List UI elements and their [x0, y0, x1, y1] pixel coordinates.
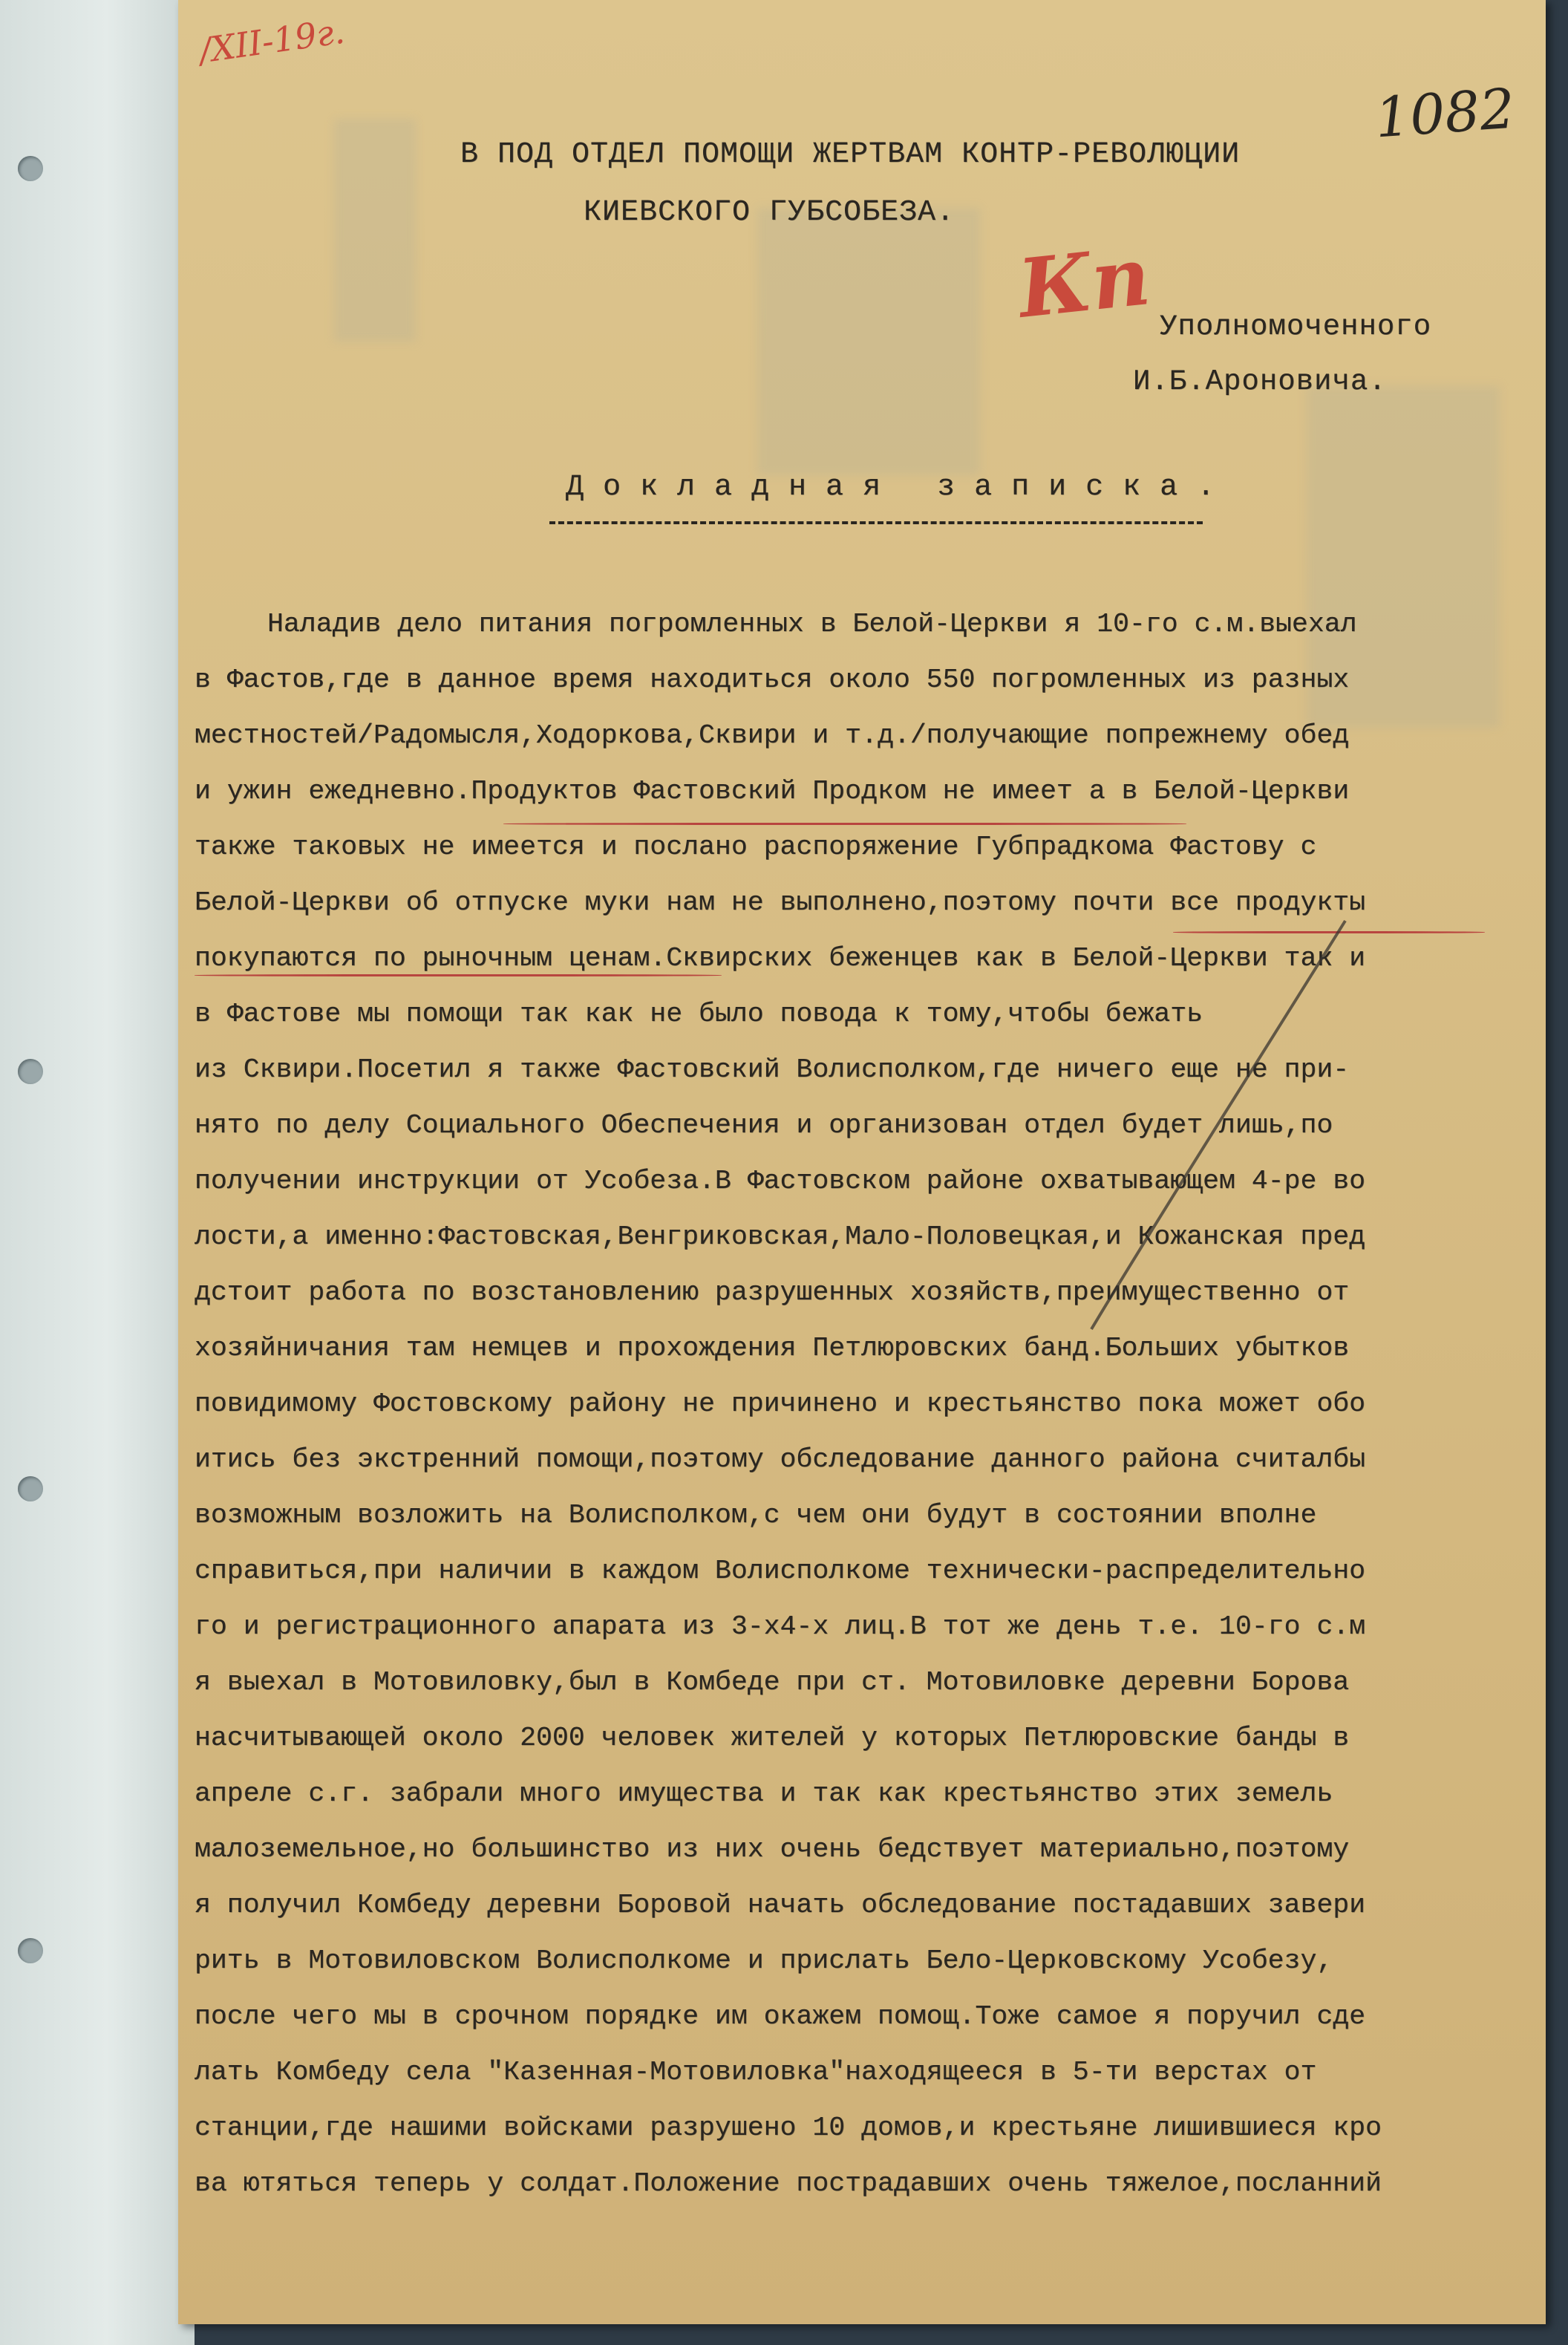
body-line: после чего мы в срочном порядке им окажем помощ.Тоже самое я поручил сде	[195, 2001, 1366, 2032]
body-line: получении инструкции от Усобеза.В Фастовском районе охватывающем 4-ре во	[195, 1166, 1366, 1196]
body-line: Белой-Церкви об отпуске муки нам не выполнено,поэтому почти все продукты	[195, 887, 1366, 918]
body-line: я выехал в Мотовиловку,был в Комбеде при ст. Мотовиловке деревни Борова	[195, 1667, 1350, 1697]
body-line: и ужин ежедневно.Продуктов Фастовский Продком не имеет а в Белой-Церкви	[195, 776, 1350, 806]
body-line: рить в Мотовиловском Волисполкоме и прислать Бело-Церковскому Усобезу,	[195, 1946, 1333, 1976]
body-line: возможным возложить на Волисполком,с чем они будут в состоянии вполне	[195, 1500, 1317, 1530]
body-line: итись без экстренний помощи,поэтому обследование данного района считалбы	[195, 1444, 1366, 1475]
body-line: ва ютяться теперь у солдат.Положение пострадавших очень тяжелое,посланний	[195, 2168, 1382, 2199]
address-line-1: В ПОД ОТДЕЛ ПОМОЩИ ЖЕРТВАМ КОНТР-РЕВОЛЮЦИИ	[460, 138, 1241, 172]
body-line: покупаются по рыночным ценам.Сквирских беженцев как в Белой-Церкви так и	[195, 943, 1366, 973]
body-line: также таковых не имеется и послано распоряжение Губпрадкома Фастову с	[195, 832, 1317, 862]
body-line: лать Комбеду села "Казенная-Мотовиловка"находящееся в 5-ти верстах от	[195, 2057, 1317, 2087]
body-line: местностей/Радомысля,Ходоркова,Сквири и т.д./получающие попрежнему обед	[195, 720, 1350, 751]
body-line: я получил Комбеду деревни Боровой начать обследование постадавших завери	[195, 1890, 1366, 1920]
body-line: Наладив дело питания погромленных в Белой-Церкви я 10-го с.м.выехал	[267, 609, 1357, 639]
body-line: дстоит работа по возстановлению разрушенных хозяйств,преимущественно от	[195, 1277, 1350, 1308]
page-number: 1082	[1373, 76, 1518, 151]
body-line: нято по делу Социального Обеспечения и организован отдел будет лишь,по	[195, 1110, 1333, 1141]
date-annotation: /XII-19г.	[197, 10, 347, 71]
body-line: справиться,при наличии в каждом Волисполкоме технически-распределительно	[195, 1556, 1366, 1586]
document-title: Д о к л а д н а я з а п и с к а .	[566, 471, 1216, 504]
address-line-2: КИЕВСКОГО ГУБСОБЕЗА.	[584, 196, 956, 229]
body-line: насчитывающей около 2000 человек жителей у которых Петлюровские банды в	[195, 1723, 1350, 1753]
sender-line-2: И.Б.Ароновича.	[1133, 365, 1387, 398]
body-line: в Фастов,где в данное время находиться около 550 погромленных из разных	[195, 665, 1350, 695]
body-line: станции,где нашими войсками разрушено 10 домов,и крестьяне лишившиеся кро	[195, 2113, 1382, 2143]
body-line: в Фастове мы помощи так как не было повода к тому,чтобы бежать	[195, 999, 1203, 1029]
body-line: апреле с.г. забрали много имущества и так как крестьянство этих земель	[195, 1778, 1333, 1809]
body-line: из Сквири.Посетил я также Фастовский Волисполком,где ничего еще не при-	[195, 1054, 1350, 1085]
body-line: малоземельное,но большинство из них очень бедствует материально,поэтому	[195, 1834, 1350, 1865]
red-initials-annotation: Кп	[1013, 229, 1154, 336]
body-line: повидимому Фостовскому району не причинено и крестьянство пока может обо	[195, 1389, 1366, 1419]
body-line: го и регистрационного апарата из 3-х4-х лиц.В тот же день т.е. 10-го с.м	[195, 1611, 1366, 1642]
sender-line-1: Уполномоченного	[1160, 310, 1432, 343]
body-line: лости,а именно:Фастовская,Венгриковская,Мало-Половецкая,и Кожанская пред	[195, 1222, 1366, 1252]
body-line: хозяйничания там немцев и прохождения Петлюровских банд.Больших убытков	[195, 1333, 1350, 1363]
